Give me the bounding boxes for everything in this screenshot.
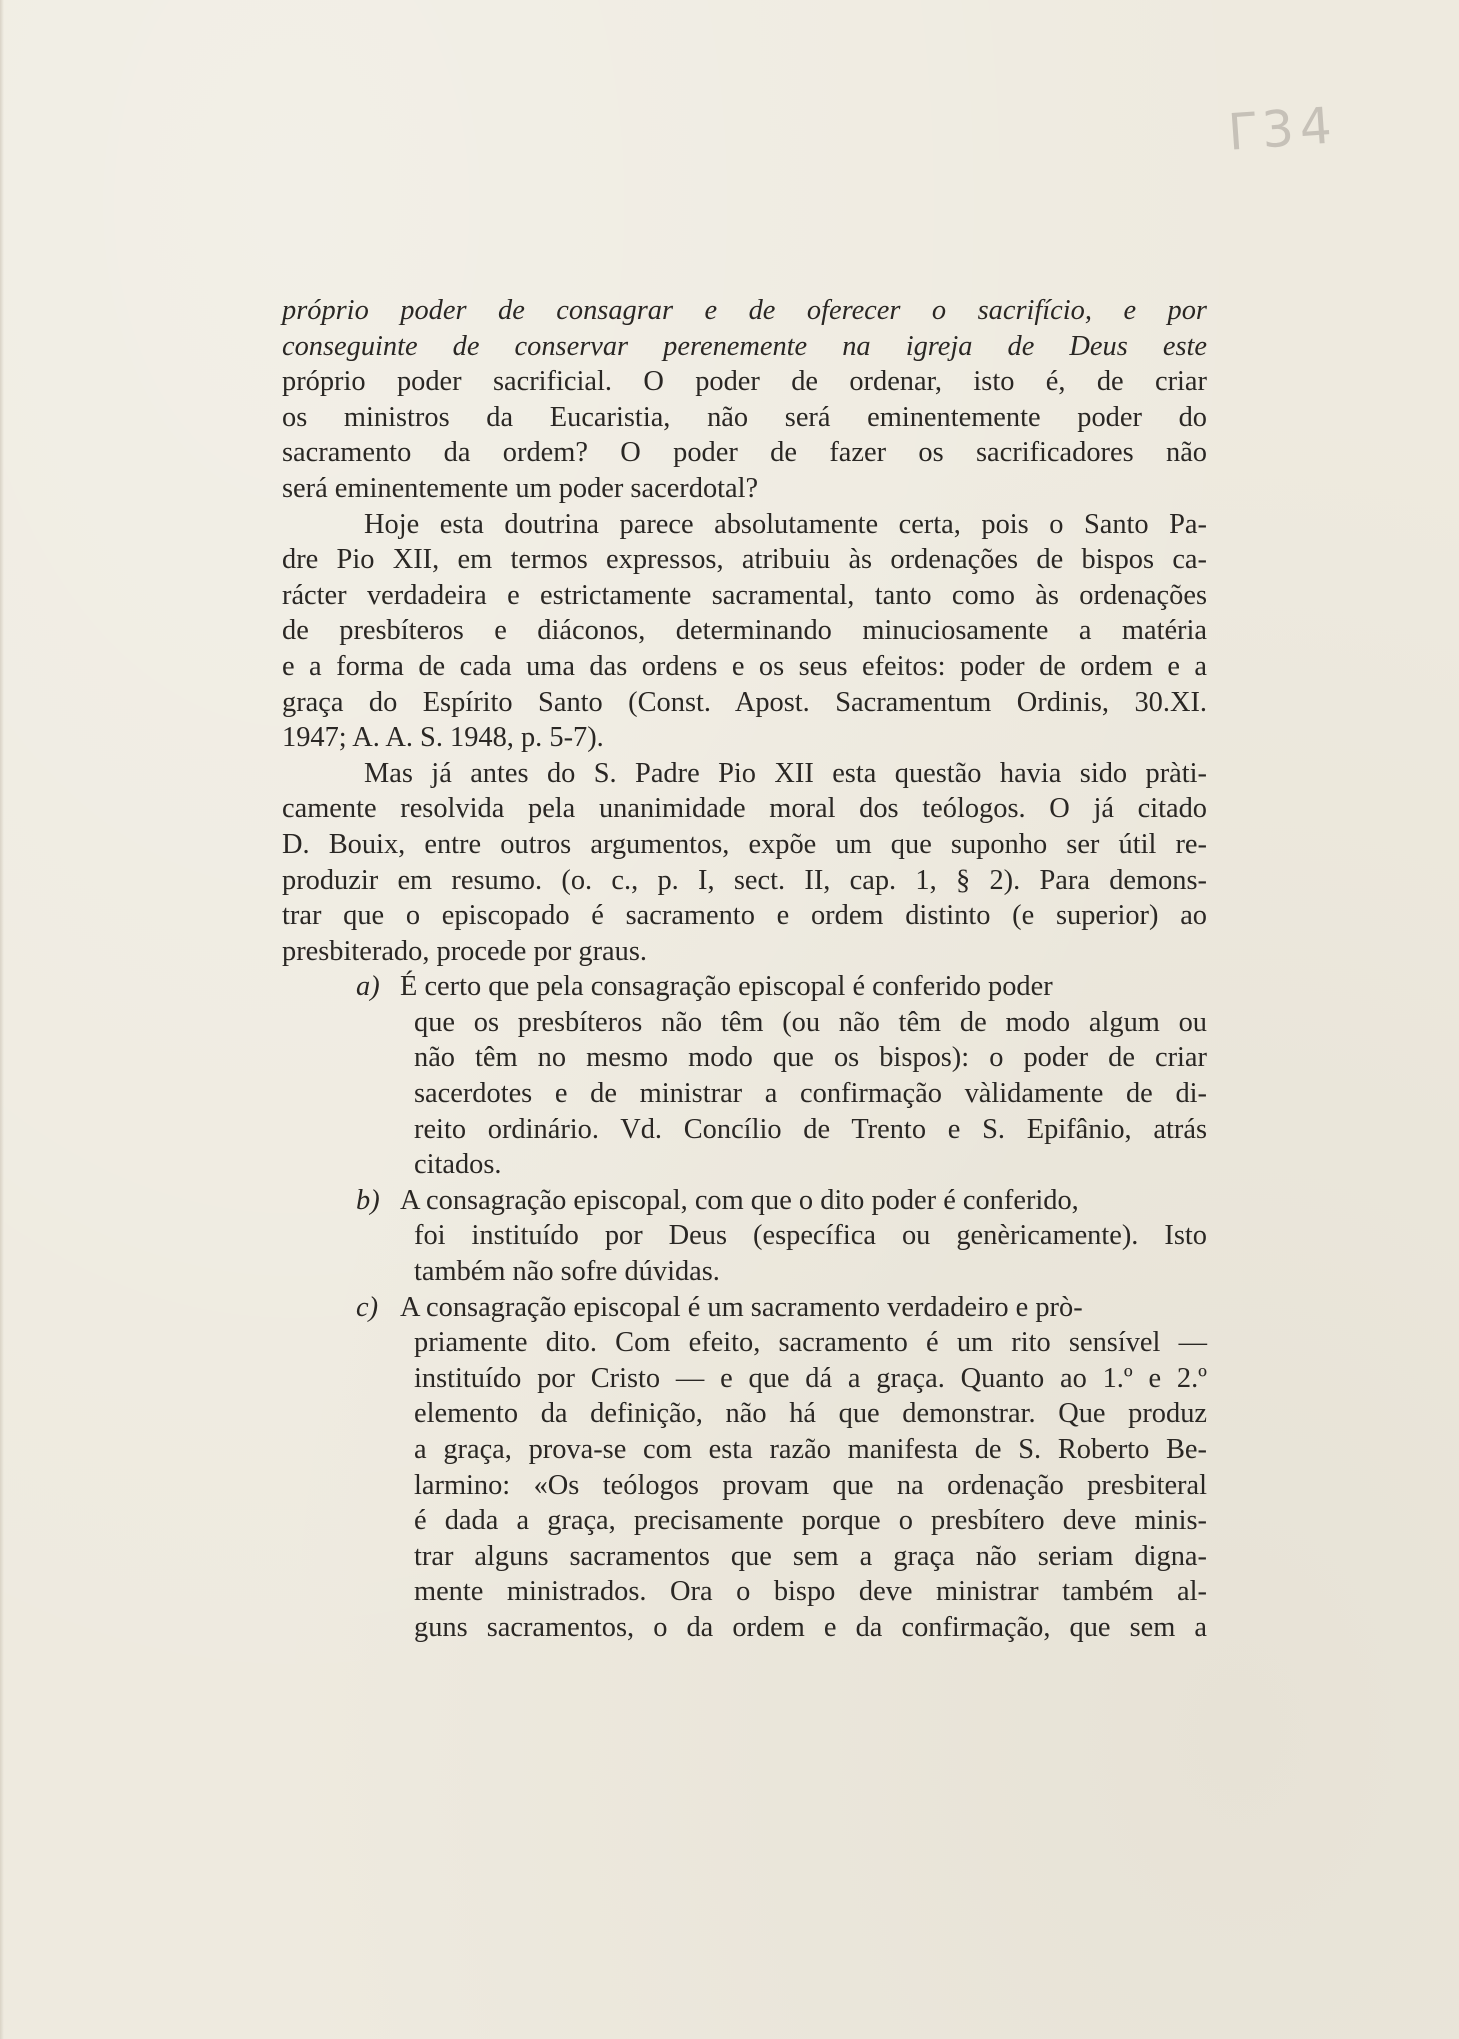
- text-line: próprio poder sacrificial. O poder de ordenar, isto é, de criar: [282, 366, 1207, 398]
- text-line: citados.: [414, 1149, 502, 1181]
- body-text: [282, 293, 1207, 1646]
- text-line: Hoje esta doutrina parece absolutamente certa, pois o Santo Pa-: [364, 508, 1207, 540]
- text-line: será eminentemente um poder sacerdotal?: [282, 472, 759, 504]
- list-item-a: [282, 969, 1207, 1005]
- text-line: D. Bouix, entre outros argumentos, expõe um que suponho ser útil re-: [282, 828, 1207, 860]
- text-line: não têm no mesmo modo que os bispos): o poder de criar: [414, 1042, 1207, 1074]
- text-line: foi instituído por Deus (específica ou genèricamente). Isto: [414, 1220, 1207, 1252]
- page-edge-shadow: [0, 0, 4, 2039]
- text-line: trar alguns sacramentos que sem a graça não seriam digna-: [414, 1540, 1207, 1572]
- text-line: trar que o episcopado é sacramento e ordem distinto (e superior) ao: [282, 900, 1207, 932]
- list-label: a): [356, 971, 380, 1003]
- text-line: é dada a graça, precisamente porque o presbítero deve minis-: [414, 1505, 1207, 1537]
- text-line: a graça, prova-se com esta razão manifesta de S. Roberto Be-: [414, 1434, 1207, 1465]
- list-item-b: [282, 1183, 1207, 1219]
- text-line: que os presbíteros não têm (ou não têm de modo algum ou: [414, 1006, 1207, 1038]
- text-line: e a forma de cada uma das ordens e os seus efeitos: poder de ordem e a: [282, 650, 1207, 682]
- text-line: dre Pio XII, em termos expressos, atribuiu às ordenações de bispos ca-: [282, 544, 1207, 576]
- text-line: os ministros da Eucaristia, não será eminentemente poder do: [282, 401, 1207, 433]
- text-line: sacerdotes e de ministrar a confirmação vàlidamente de di-: [414, 1078, 1207, 1110]
- text-line: A consagração episcopal, com que o dito poder é conferido,: [400, 1184, 1079, 1216]
- text-line: produzir em resumo. (o. c., p. I, sect. II, cap. 1, § 2). Para demons-: [282, 864, 1207, 896]
- text-line: Mas já antes do S. Padre Pio XII esta questão havia sido pràti-: [364, 757, 1207, 789]
- text-line: guns sacramentos, o da ordem e da confirmação, que sem a: [414, 1611, 1207, 1643]
- text-line: graça do Espírito Santo (Const. Apost. Sacramentum Ordinis, 30.XI.: [282, 686, 1207, 718]
- text-line: também não sofre dúvidas.: [414, 1256, 720, 1288]
- text-line: rácter verdadeira e estrictamente sacramental, tanto como às ordenações: [282, 579, 1207, 611]
- text-line: priamente dito. Com efeito, sacramento é um rito sensível —: [414, 1327, 1207, 1359]
- text-line: larmino: «Os teólogos provam que na ordenação presbiteral: [414, 1469, 1207, 1501]
- list-item-c: [282, 1290, 1207, 1326]
- text-line: É certo que pela consagração episcopal é conferido poder: [400, 971, 1053, 1003]
- archive-mark: Γ34: [1226, 96, 1340, 162]
- list-label: c): [356, 1291, 379, 1323]
- text-line: camente resolvida pela unanimidade moral dos teólogos. O já citado: [282, 793, 1207, 825]
- text-line: elemento da definição, não há que demonstrar. Que produz: [414, 1398, 1207, 1430]
- text-line: instituído por Cristo — e que dá a graça. Quanto ao 1.º e 2.º: [414, 1362, 1207, 1394]
- text-line: sacramento da ordem? O poder de fazer os sacrificadores não: [282, 437, 1207, 469]
- text-line: 1947; A. A. S. 1948, p. 5-7).: [282, 722, 604, 754]
- text-line: presbiterado, procede por graus.: [282, 935, 647, 967]
- list-label: b): [356, 1184, 380, 1216]
- text-line: conseguinte de conservar perenemente na igreja de Deus este: [282, 330, 1207, 362]
- text-line: reito ordinário. Vd. Concílio de Trento e S. Epifânio, atrás: [414, 1113, 1207, 1145]
- text-line: mente ministrados. Ora o bispo deve ministrar também al-: [414, 1576, 1207, 1608]
- text-line: A consagração episcopal é um sacramento verdadeiro e prò-: [400, 1291, 1083, 1323]
- text-line: próprio poder de consagrar e de oferecer o sacrifício, e por: [282, 295, 1207, 326]
- text-line: de presbíteros e diáconos, determinando minuciosamente a matéria: [282, 615, 1207, 647]
